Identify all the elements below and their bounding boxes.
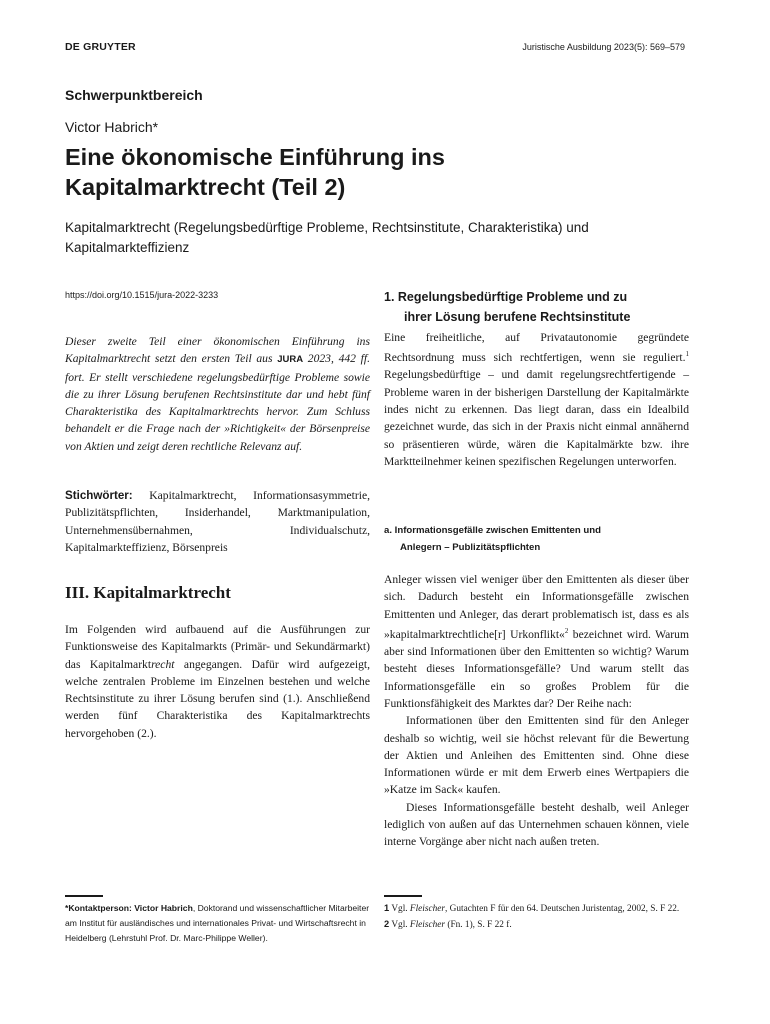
subsection-heading-1-line-1: 1. Regelungsbedürftige Probleme und zu [384, 290, 628, 304]
abstract [65, 333, 370, 455]
subsection-heading-1-line-2: ihrer Lösung berufene Rechtsinstitute [404, 310, 631, 324]
section-label: Schwerpunktbereich [65, 87, 203, 103]
subsection-heading-1 [384, 287, 689, 327]
paragraph-group-a [384, 571, 689, 851]
title-line-1: Eine ökonomische Einführung ins [65, 144, 445, 170]
paragraph-2-text-2: bezeichnet wird. Warum aber sind Informationen über den Emittenten so wichtig? Warum besteht dieses Informationsgefälle? Und warum stellt das Informationsgefälle ein so großes Problem für die Funktionsfähigkeit des Marktes dar? Der Reihe nach: [384, 627, 689, 710]
intro-paragraph [65, 621, 370, 742]
footnote-1-num: 1 [384, 902, 390, 913]
footnote-2 [384, 917, 689, 933]
paragraph-2 [384, 571, 689, 712]
footnote-1-text: , Gutachten F für den 64. Deutschen Juristentag, 2002, S. F 22. [445, 903, 680, 914]
footnote-2-num: 2 [384, 918, 390, 929]
journal-citation: Juristische Ausbildung 2023(5): 569–579 [522, 42, 685, 52]
footnote-2-text: (Fn. 1), S. F 22 f. [445, 919, 512, 930]
footnotes [384, 895, 689, 933]
paragraph-2-text-1: Anleger wissen viel weniger über den Emittenten als dieser über sich. Dadurch besteht ein Informationsgefälle zwischen Emittenten und Anleger, das derart problematisch ist, dass es als »kapitalmarktrechtliche[r] Urkonflikt« [384, 573, 689, 641]
article-subtitle: Kapitalmarktrecht (Regelungsbedürftige Probleme, Rechtsinstitute, Charakteristika) und Kapitalmarkteffizienz [65, 220, 589, 255]
paragraph-1-text-1: Eine freiheitliche, auf Privatautonomie gegründete Rechtsordnung muss sich rechtfertigen, wenn sie reguliert. [384, 331, 689, 365]
footnote-1-author: Fleischer [409, 903, 446, 914]
footnote-1 [384, 901, 689, 917]
paragraph-4: Dieses Informationsgefälle besteht deshalb, weil Anleger lediglich von außen auf das Unternehmen schauen können, viele interne Vorgänge aber nicht nach außen treten. [384, 800, 689, 849]
article-title [65, 142, 545, 202]
paragraph-3: Informationen über den Emittenten sind für den Anleger deshalb so wichtig, weil sie höchst relevant für die Bewertung der Aktien und Anleihen des Emittenten sind. Ohne diese Informationen würde er mit dem Erwerb eines Wertpapiers die »Katze im Sack« kaufen. [384, 714, 689, 797]
jura-journal-name: JURA [277, 354, 304, 366]
intro-italic: recht [151, 657, 175, 671]
paragraph-1-text-2: Regelungsbedürftige – und damit regelungsrechtfertigende – Probleme waren in der bisherigen Darstellung der Kapitalmärkte indes nicht zu erkennen. Das liegt daran, dass ein Idealbild gezeichnet wurde, das sich in der Praxis nicht einmal annähernd so präsentieren würde, wären die Kapitalmärkte bzw. ihre Marktteilnehmer keinen spezifischen Regelungen unterworfen. [384, 368, 689, 468]
footnote-rule-left [65, 895, 103, 897]
subsection-heading-a-line-1: a. Informationsgefälle zwischen Emittenten und [384, 525, 601, 536]
section-heading: III. Kapitalmarktrecht [65, 583, 231, 602]
author-footnote-label: *Kontaktperson: Victor Habrich [65, 902, 193, 913]
keywords-label: Stichwörter: [65, 489, 133, 502]
title-line-2: Kapitalmarktrecht (Teil 2) [65, 174, 346, 200]
footnote-1-pre: Vgl. [389, 903, 410, 914]
abstract-text-1: Dieser zweite Teil einer ökonomischen Einführung ins Kapitalmarktrecht setzt den ersten Teil aus [65, 335, 370, 366]
subsection-heading-a-line-2: Anlegern – Publizitätspflichten [400, 542, 541, 553]
footnote-2-pre: Vgl. [389, 919, 410, 930]
intro-text-2: angegangen. Dafür wird aufgezeigt, welche zentralen Probleme im Einzelnen bestehen und welche Rechtsinstitute zu ihrer Lösung berufen sind (1.). Anschließend werden fünf Charakteristika des Kapitalmarktrechts hervorgehoben (2.). [65, 657, 370, 740]
doi-link[interactable]: https://doi.org/10.1515/jura-2022-3233 [65, 290, 219, 300]
subsection-heading-a [384, 522, 689, 556]
footnote-ref-1[interactable]: 1 [685, 350, 689, 359]
footnote-ref-2[interactable]: 2 [564, 626, 569, 635]
keywords-text: Kapitalmarktrecht, Informationsasymmetrie, Publizitätspflichten, Insiderhandel, Marktmanipulation, Unternehmensübernahmen, Individualschutz, Kapitalmarkteffizienz, Börsenpreis [65, 489, 370, 554]
keywords [65, 487, 370, 556]
author-name: Victor Habrich* [65, 119, 159, 135]
footnote-2-author: Fleischer [409, 919, 446, 930]
author-footnote [65, 895, 370, 947]
footnote-rule-right [384, 895, 422, 897]
paragraph-1 [384, 329, 689, 470]
abstract-text-2: 2023, 442 ff. fort. Er stellt verschiedene regelungsbedürftige Probleme sowie die zu ihrer Lösung berufenen Rechtsinstitute dar und hebt fünf Charakteristika des Kapitalmarktrechts hervor. Zum Schluss behandelt er die Frage nach der »Richtigkeit« der Börsenpreise von Aktien und zeigt deren rechtliche Relevanz auf. [65, 352, 370, 453]
intro-text-1: Im Folgenden wird aufbauend auf die Ausführungen zur Funktionsweise des Kapitalmarkts (Primär- und Sekundärmarkt) das Kapitalmarkt [65, 623, 370, 671]
publisher-logo: DE GRUYTER [65, 41, 136, 53]
author-footnote-text: , Doktorand und wissenschaftlicher Mitarbeiter am Institut für ausländisches und internationales Privat- und Wirtschaftsrecht in Heidelberg (Lehrstuhl Prof. Dr. Marc-Philippe Weller). [65, 902, 370, 944]
